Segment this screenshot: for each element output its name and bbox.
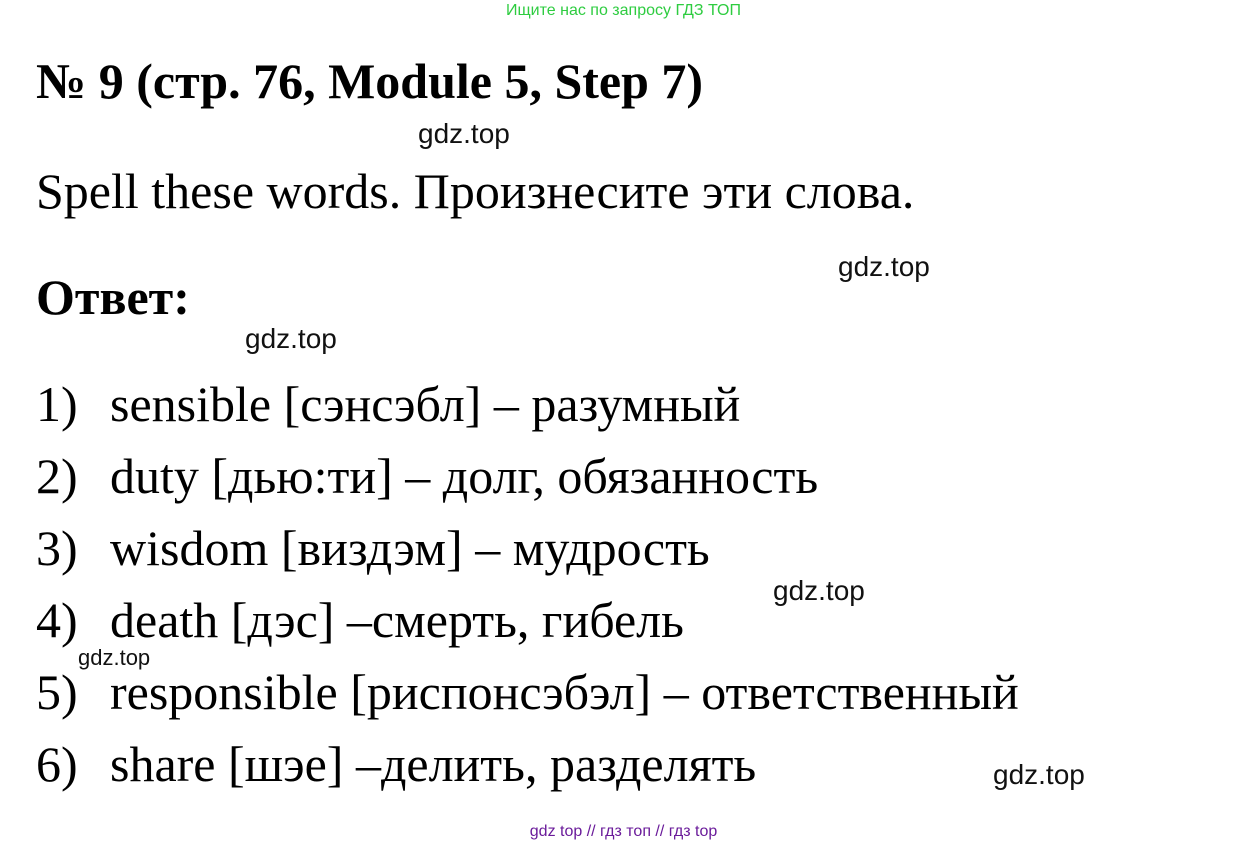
watermark: gdz.top: [78, 645, 151, 670]
item-text: responsible [риспонсэбэл] – ответственный: [110, 664, 1019, 720]
list-item: [36, 516, 1019, 588]
item-text: wisdom [виздэм] – мудрость: [110, 520, 710, 576]
list-item: [36, 660, 1019, 732]
top-banner: Ищите нас по запросу ГДЗ ТОП: [506, 2, 741, 19]
watermark: gdz.top: [418, 118, 510, 149]
item-number: 4): [36, 592, 78, 648]
task-text: Spell these words. Произнесите эти слова.: [36, 163, 915, 219]
page-title: № 9 (стр. 76, Module 5, Step 7): [36, 53, 704, 109]
item-number: 1): [36, 376, 78, 432]
list-item: [36, 372, 1019, 444]
list-item: [36, 588, 1019, 660]
watermark: gdz.top: [773, 575, 865, 606]
item-text: share [шэе] –делить, разделять: [110, 736, 757, 792]
list-item: [36, 444, 1019, 516]
item-number: 2): [36, 448, 78, 504]
answer-list: [36, 372, 1019, 804]
item-number: 3): [36, 520, 78, 576]
footer-watermark: gdz top // гдз топ // гдз top: [529, 823, 718, 840]
watermark: gdz.top: [993, 759, 1085, 790]
item-text: duty [дью:ти] – долг, обязанность: [110, 448, 819, 504]
item-number: 5): [36, 664, 78, 720]
watermark: gdz.top: [245, 323, 337, 354]
list-item: [36, 732, 1019, 804]
watermark: gdz.top: [838, 251, 930, 282]
item-number: 6): [36, 736, 78, 792]
answer-heading: Ответ:: [36, 269, 190, 325]
item-text: sensible [сэнсэбл] – разумный: [110, 376, 741, 432]
item-text: death [дэс] –смерть, гибель: [110, 592, 684, 648]
